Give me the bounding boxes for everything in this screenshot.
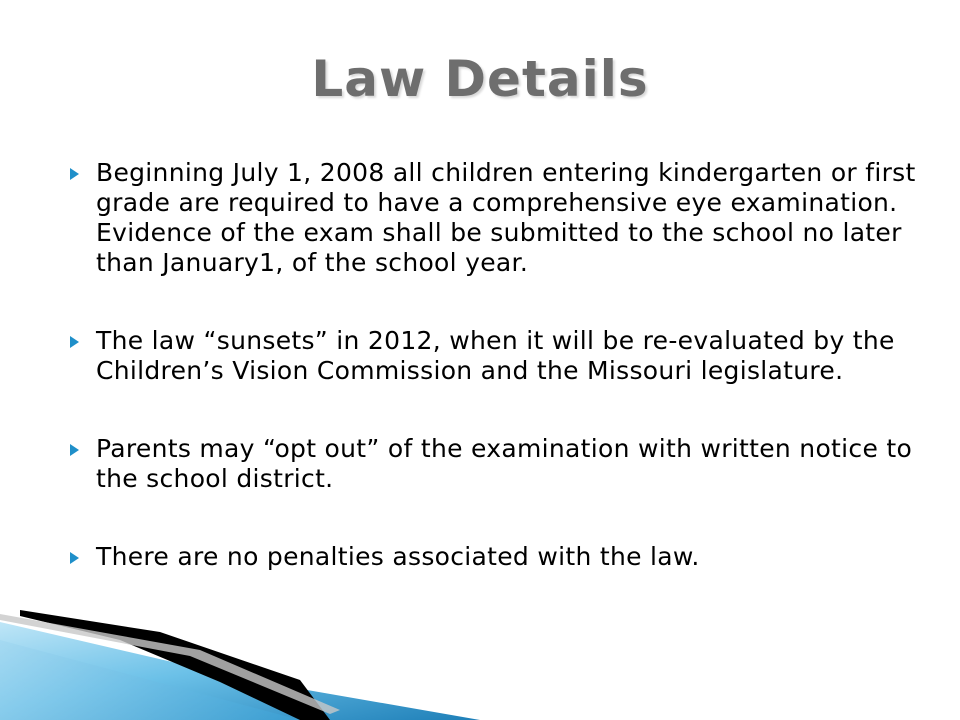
arrowhead-right-icon [70, 336, 79, 348]
bullet-item-3 [62, 434, 922, 494]
bullet-list [62, 158, 922, 620]
arrowhead-right-icon [70, 552, 79, 564]
slide-title: Law Details [311, 50, 649, 108]
bullet-text: Beginning July 1, 2008 all children entering kindergarten or first grade are required to have a comprehensive eye examination. Evidence of the exam shall be submitted to the school no later than January1, of the school year. [96, 158, 916, 277]
bullet-text: There are no penalties associated with the law. [96, 542, 700, 571]
bullet-item-4 [62, 542, 922, 572]
bullet-text: Parents may “opt out” of the examination with written notice to the school district. [96, 434, 913, 493]
bullet-text: The law “sunsets” in 2012, when it will be re-evaluated by the Children’s Vision Commission and the Missouri legislature. [96, 326, 895, 385]
arrowhead-right-icon [70, 444, 79, 456]
arrowhead-right-icon [70, 168, 79, 180]
decorative-stripes [0, 610, 480, 720]
bullet-item-2 [62, 326, 922, 386]
bullet-item-1 [62, 158, 922, 278]
